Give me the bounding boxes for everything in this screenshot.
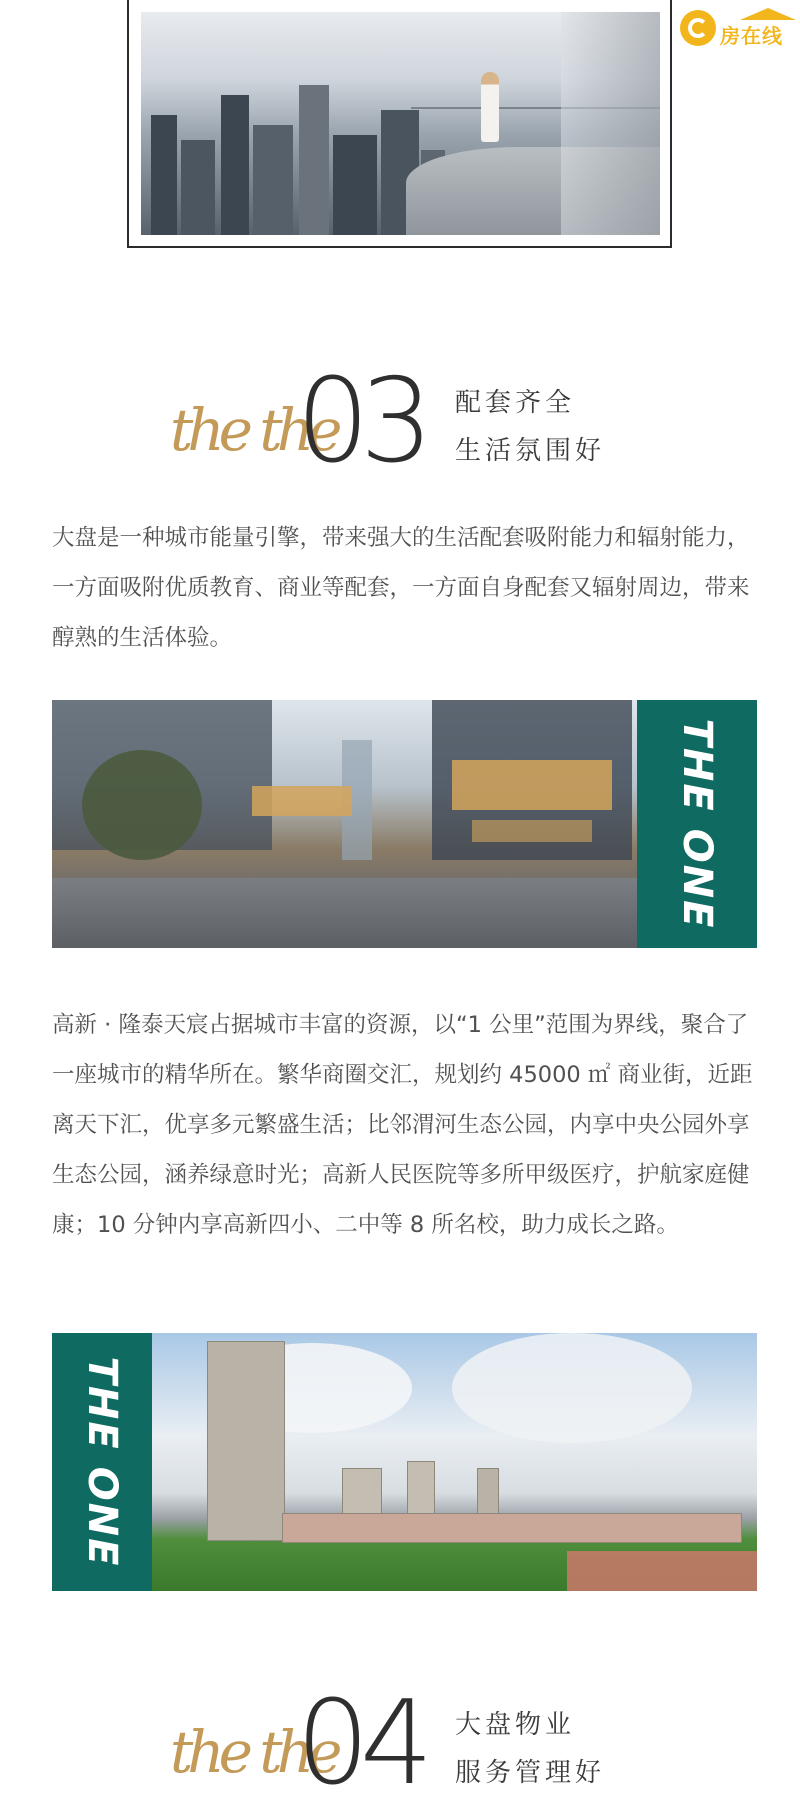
heading-line-2: 生活氛围好 xyxy=(455,436,606,466)
heading-line-2: 服务管理好 xyxy=(455,1758,606,1788)
logo-roof-icon xyxy=(740,8,796,20)
logo-e-icon xyxy=(680,10,716,46)
mall-image-block xyxy=(52,700,757,948)
campus-image-block xyxy=(52,1333,757,1591)
top-image-frame xyxy=(127,0,672,248)
paragraph-resources: 高新 · 隆泰天宸占据城市丰富的资源，以“1 公里”范围为界线，聚合了一座城市的精华所在。繁华商圈交汇，规划约 45000 ㎡ 商业街，近距离天下汇，优享多元繁盛生活；比邻渭河生态公园，内享中央公园外享生态公园，涵养绿意时光；高新人民医院等多所甲级医疗，护航家庭健康；10 分钟内享高新四小、二中等 8 所名校，助力成长之路。 xyxy=(52,1012,753,1238)
heading-line-1: 配套齐全 xyxy=(455,388,576,418)
site-logo[interactable] xyxy=(680,6,795,52)
section-number: 03 xyxy=(296,354,424,489)
woman-figure xyxy=(481,72,499,142)
the-one-label: THE ONE xyxy=(674,718,720,930)
section-04-heading xyxy=(170,1676,630,1811)
heading-line-1: 大盘物业 xyxy=(455,1710,576,1740)
section-number: 04 xyxy=(296,1676,424,1811)
the-one-label: THE ONE xyxy=(79,1356,125,1568)
campus-photo xyxy=(152,1333,757,1591)
the-one-panel-left xyxy=(52,1333,152,1591)
script-decoration: the the xyxy=(170,1718,337,1786)
script-decoration: the the xyxy=(170,396,337,464)
logo-text: 房在线 xyxy=(720,24,783,48)
section-03-heading xyxy=(170,354,630,489)
balcony-city-photo xyxy=(141,12,660,235)
mall-photo xyxy=(52,700,637,948)
the-one-panel-right xyxy=(637,700,757,948)
paragraph-intro: 大盘是一种城市能量引擎，带来强大的生活配套吸附能力和辐射能力，一方面吸附优质教育、商业等配套，一方面自身配套又辐射周边，带来醇熟的生活体验。 xyxy=(52,525,750,651)
